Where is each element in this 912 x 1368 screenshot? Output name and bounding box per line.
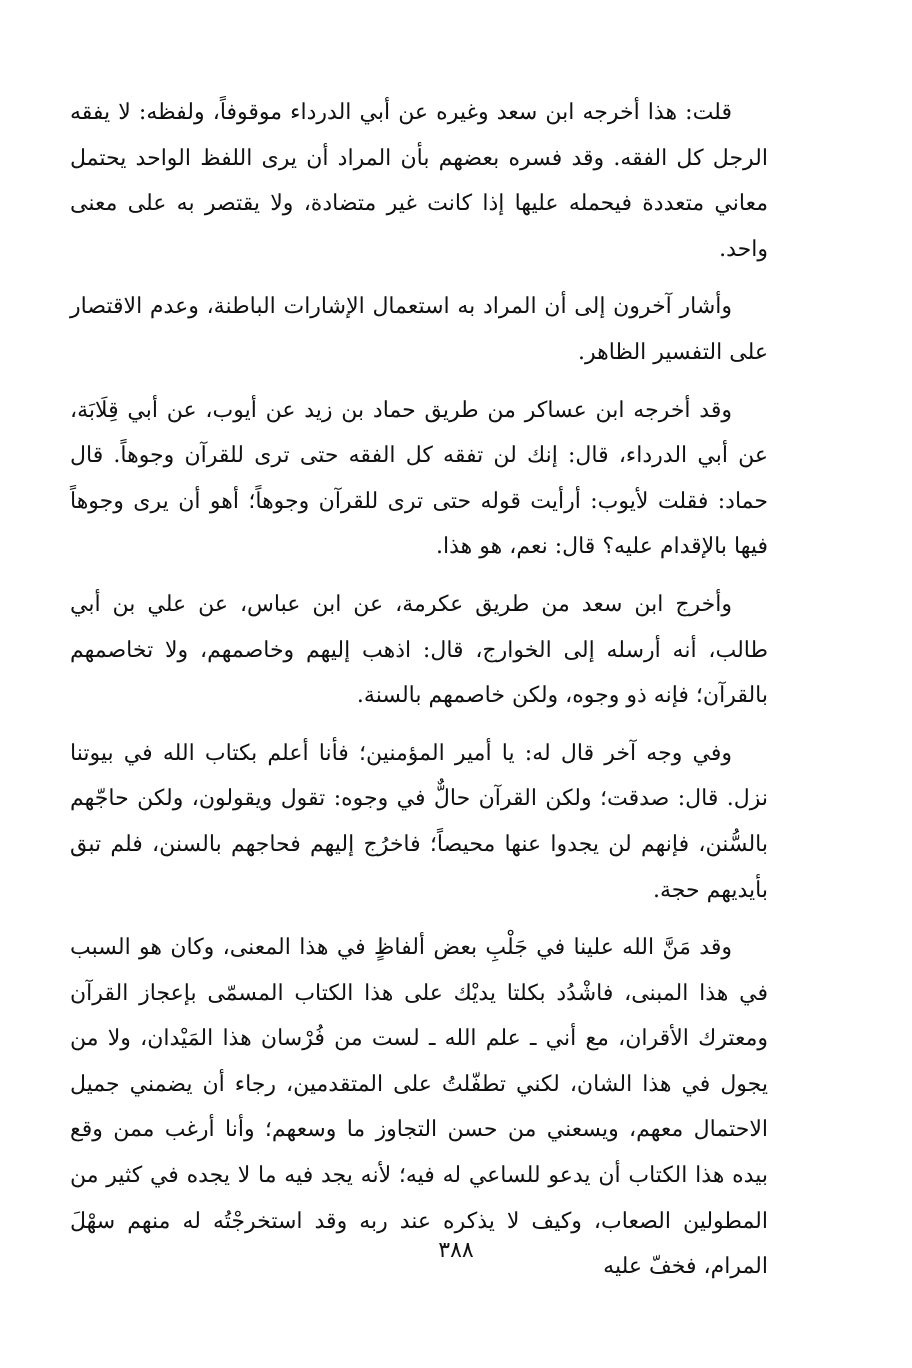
paragraph: وأشار آخرون إلى أن المراد به استعمال الإشارات الباطنة، وعدم الاقتصار على التفسير الظاهر. xyxy=(70,294,768,365)
paragraph: وفي وجه آخر قال له: يا أمير المؤمنين؛ فأنا أعلم بكتاب الله في بيوتنا نزل. قال: صدقت؛ ولكن القرآن حالٌّ في وجوه: تقول ويقولون، ولكن حاجّهم بالسُّنن، فإنهم لن يجدوا عنها محيصاً؛ فاخرُج إليهم فحاجهم بالسنن، فلم تبق بأيديهم حجة. xyxy=(70,740,768,903)
paragraph: وقد مَنَّ الله علينا في جَلْبِ بعض ألفاظٍ في هذا المعنى، وكان هو السبب في هذا المبنى، فاشْدُد بكلتا يديْك على هذا الكتاب المسمّى بإعجاز القرآن ومعترك الأقران، مع أني ـ علم الله ـ لست من فُرْسان هذا المَيْدان، ولا من يجول في هذا الشان، لكني تطفّلتُ على المتقدمين، رجاء أن يضمني جميل الاحتمال معهم، ويسعني من حسن التجاوز ما وسعهم؛ وأنا أرغب ممن وقع بيده هذا الكتاب أن يدعو للساعي له فيه؛ لأنه يجد فيه ما لا يجده في كثير من المطولين الصعاب، وكيف لا يذكره عند ربه وقد استخرجْتُه له منهم سهْلَ المرام، فخفّ عليه xyxy=(70,935,768,1280)
paragraph: قلت: هذا أخرجه ابن سعد وغيره عن أبي الدرداء موقوفاً، ولفظه: لا يفقه الرجل كل الفقه. وقد فسره بعضهم بأن المراد أن يرى اللفظ الواحد يحتمل معاني متعددة فيحمله عليها إذا كانت غير متضادة، ولا يقتصر به على معنى واحد. xyxy=(70,100,768,262)
page-number: ٣٨٨ xyxy=(438,1238,474,1263)
body-text xyxy=(70,90,768,1302)
paragraph: وقد أخرجه ابن عساكر من طريق حماد بن زيد عن أيوب، عن أبي قِلَابَة، عن أبي الدرداء، قال: إنك لن تفقه كل الفقه حتى ترى للقرآن وجوهاً. قال حماد: فقلت لأيوب: أرأيت قوله حتى ترى للقرآن وجوهاً؛ أهو أن يرى وجوهاً فيها بالإقدام عليه؟ قال: نعم، هو هذا. xyxy=(70,397,768,560)
paragraph: وأخرج ابن سعد من طريق عكرمة، عن ابن عباس، عن علي بن أبي طالب، أنه أرسله إلى الخوارج، قال: اذهب إليهم وخاصمهم، ولا تخاصمهم بالقرآن؛ فإنه ذو وجوه، ولكن خاصمهم بالسنة. xyxy=(70,591,768,709)
